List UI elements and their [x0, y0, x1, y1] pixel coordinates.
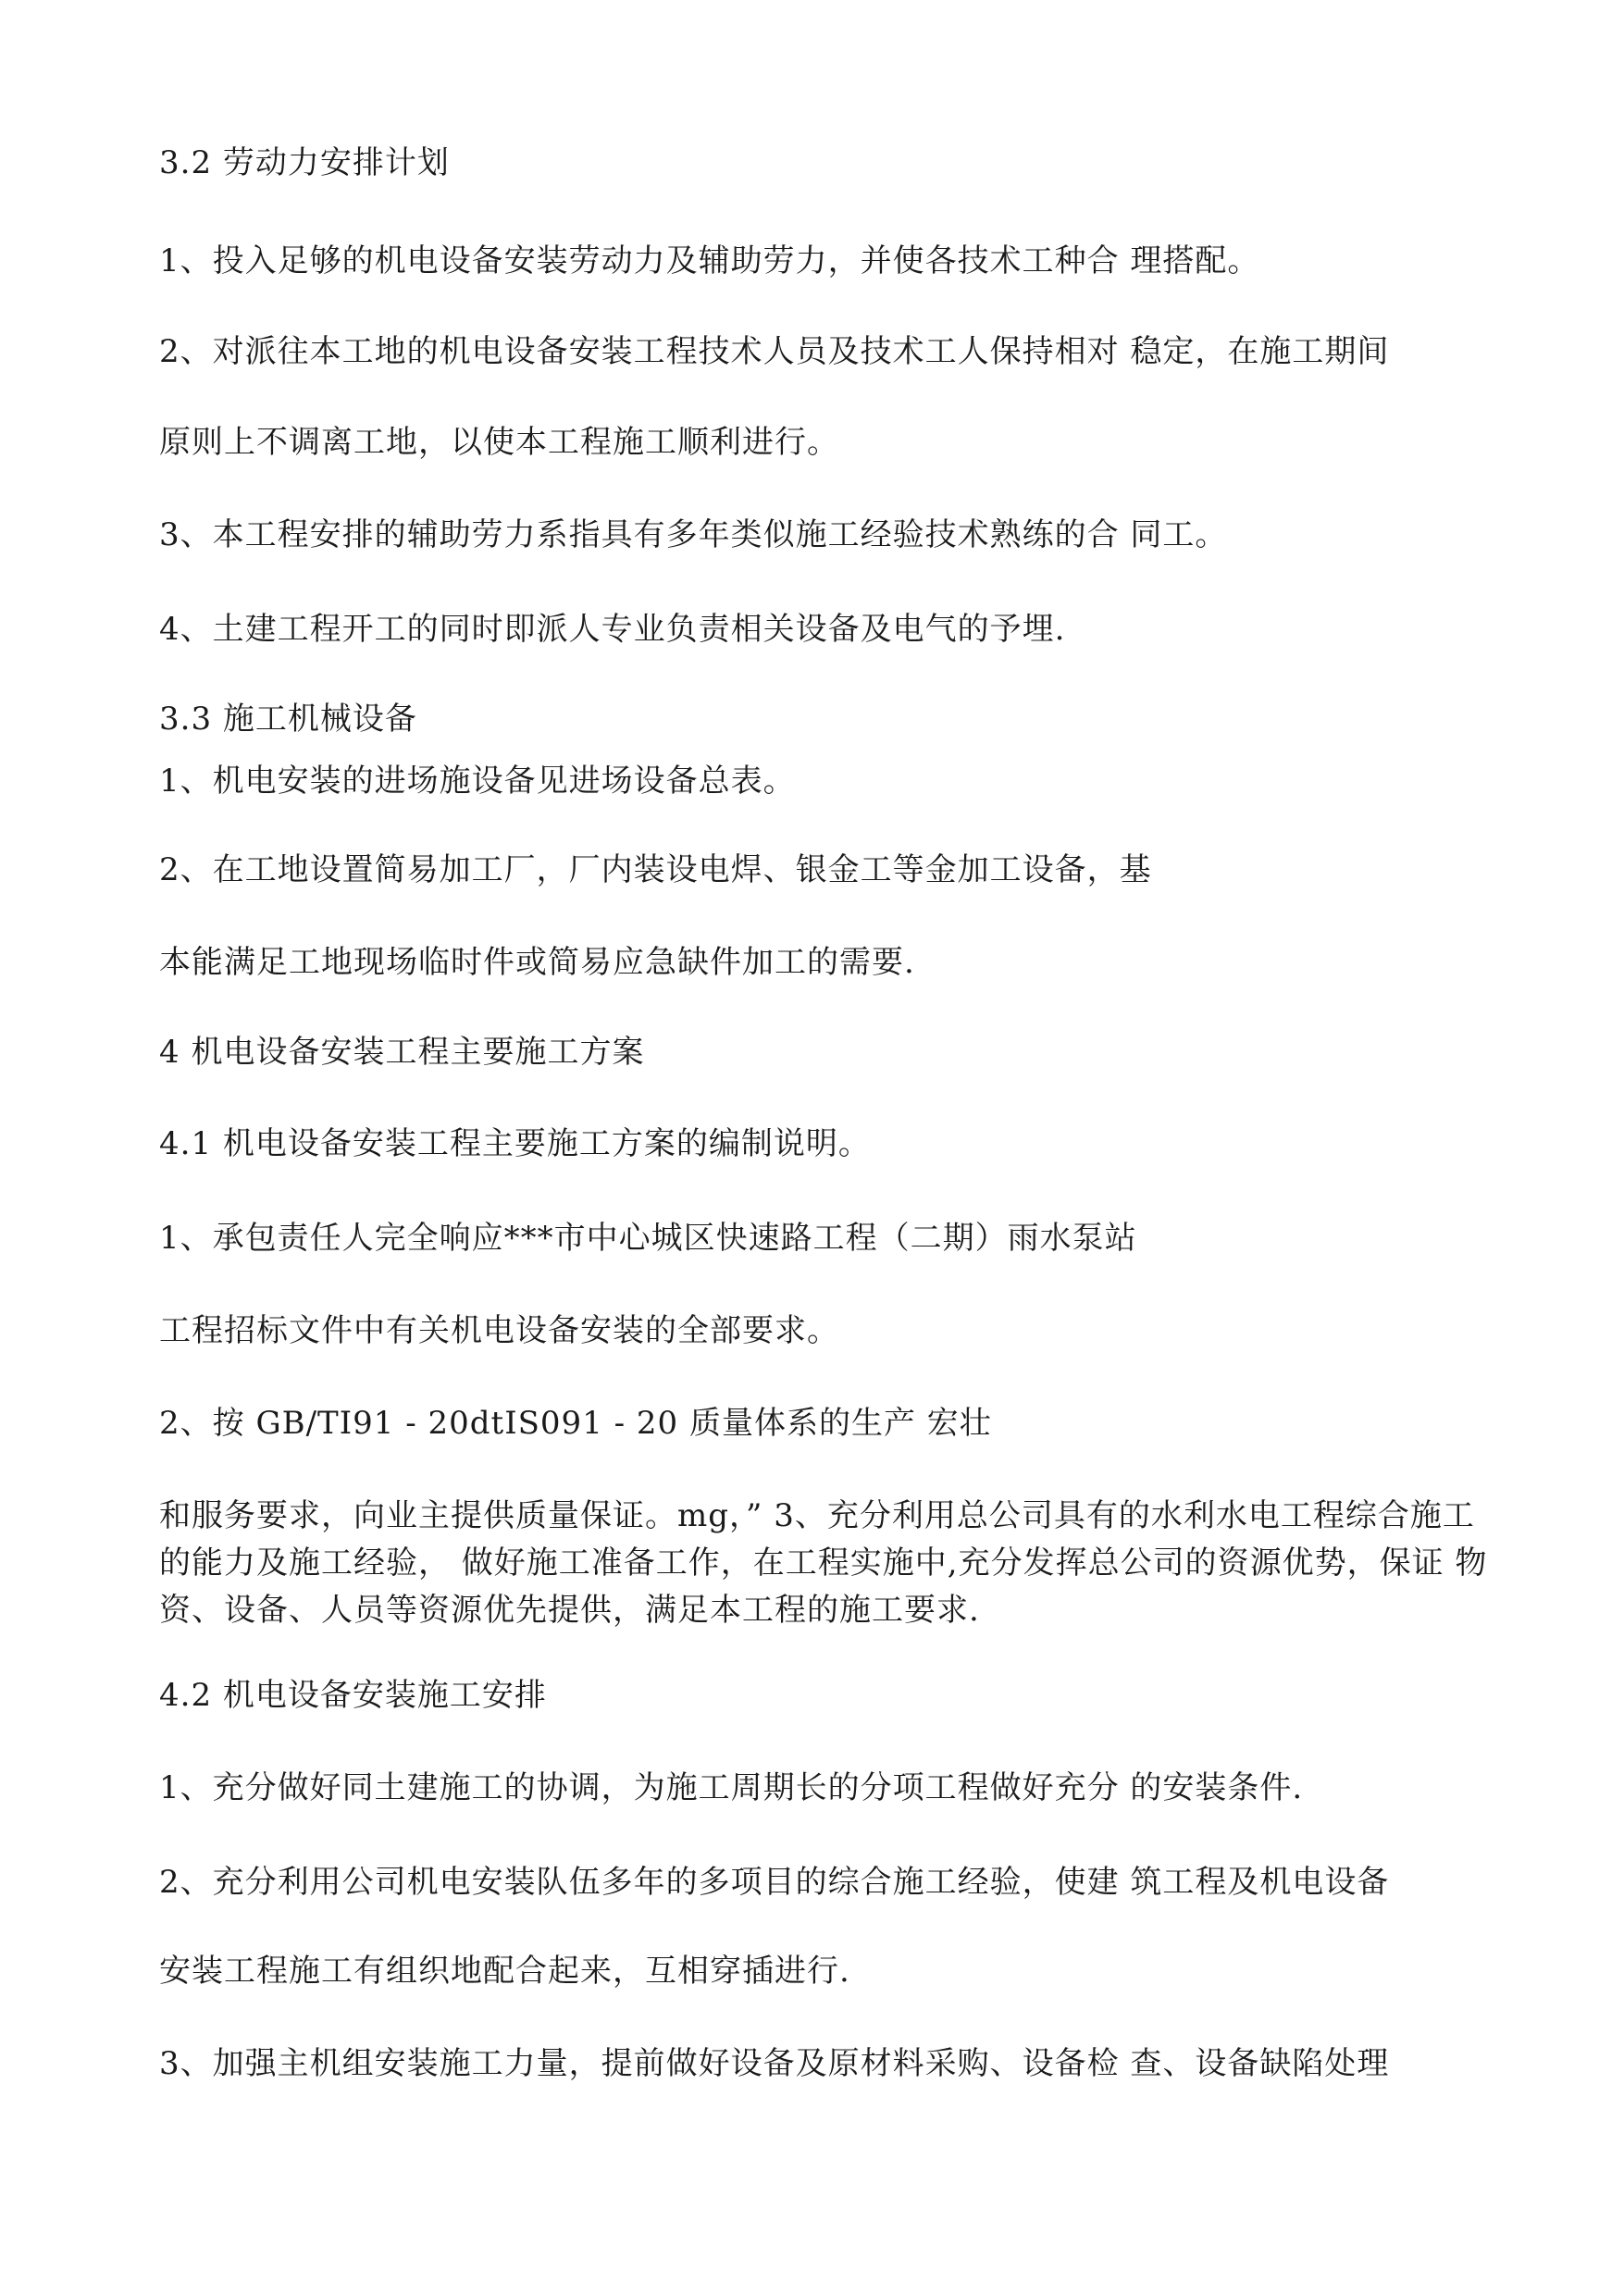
- text-line: 2、在工地设置简易加工厂，厂内装设电焊、银金工等金加工设备，基: [159, 851, 1152, 888]
- heading-4: 4 机电设备安装工程主要施工方案: [159, 1034, 645, 1071]
- text-line: 2、按 GB/TI91 - 20dtIS091 - 20 质量体系的生产 宏壮: [159, 1405, 992, 1442]
- text-line: 1、投入足够的机电设备安装劳动力及辅助劳力，并使各技术工种合 理搭配。: [159, 242, 1260, 279]
- heading-4-2: 4.2 机电设备安装施工安排: [159, 1677, 547, 1714]
- text-paragraph: 和服务要求，向业主提供质量保证。mg，” 3、充分利用总公司具有的水利水电工程综合施工的能力及施工经验， 做好施工准备工作，在工程实施中,充分发挥总公司的资源优势，保证 物资、设备、人员等资源优先提供，满足本工程的施工要求.: [159, 1497, 1488, 1629]
- text-line: 2、对派往本工地的机电设备安装工程技术人员及技术工人保持相对 稳定，在施工期间: [159, 333, 1390, 370]
- text-line: 1、机电安装的进场施设备见进场设备总表。: [159, 763, 796, 800]
- text-line: 4、土建工程开工的同时即派人专业负责相关设备及电气的予埋.: [159, 611, 1066, 648]
- text-line: 1、承包责任人完全响应***市中心城区快速路工程（二期）雨水泵站: [159, 1220, 1137, 1257]
- text-line: 工程招标文件中有关机电设备安装的全部要求。: [159, 1312, 839, 1349]
- text-line: 3、加强主机组安装施工力量，提前做好设备及原材料采购、设备检 查、设备缺陷处理: [159, 2045, 1390, 2082]
- heading-3-2: 3.2 劳动力安排计划: [159, 144, 450, 181]
- text-line: 2、充分利用公司机电安装队伍多年的多项目的综合施工经验，使建 筑工程及机电设备: [159, 1864, 1390, 1901]
- heading-4-1: 4.1 机电设备安装工程主要施工方案的编制说明。: [159, 1125, 871, 1162]
- text-line: 本能满足工地现场临时件或简易应急缺件加工的需要.: [159, 944, 915, 981]
- text-line: 安装工程施工有组织地配合起来，互相穿插进行.: [159, 1953, 850, 1990]
- text-line: 3、本工程安排的辅助劳力系指具有多年类似施工经验技术熟练的合 同工。: [159, 516, 1228, 553]
- text-line: 1、充分做好同土建施工的协调，为施工周期长的分项工程做好充分 的安装条件.: [159, 1769, 1304, 1806]
- heading-3-3: 3.3 施工机械设备: [159, 701, 417, 738]
- text-line: 原则上不调离工地，以使本工程施工顺利进行。: [159, 424, 839, 461]
